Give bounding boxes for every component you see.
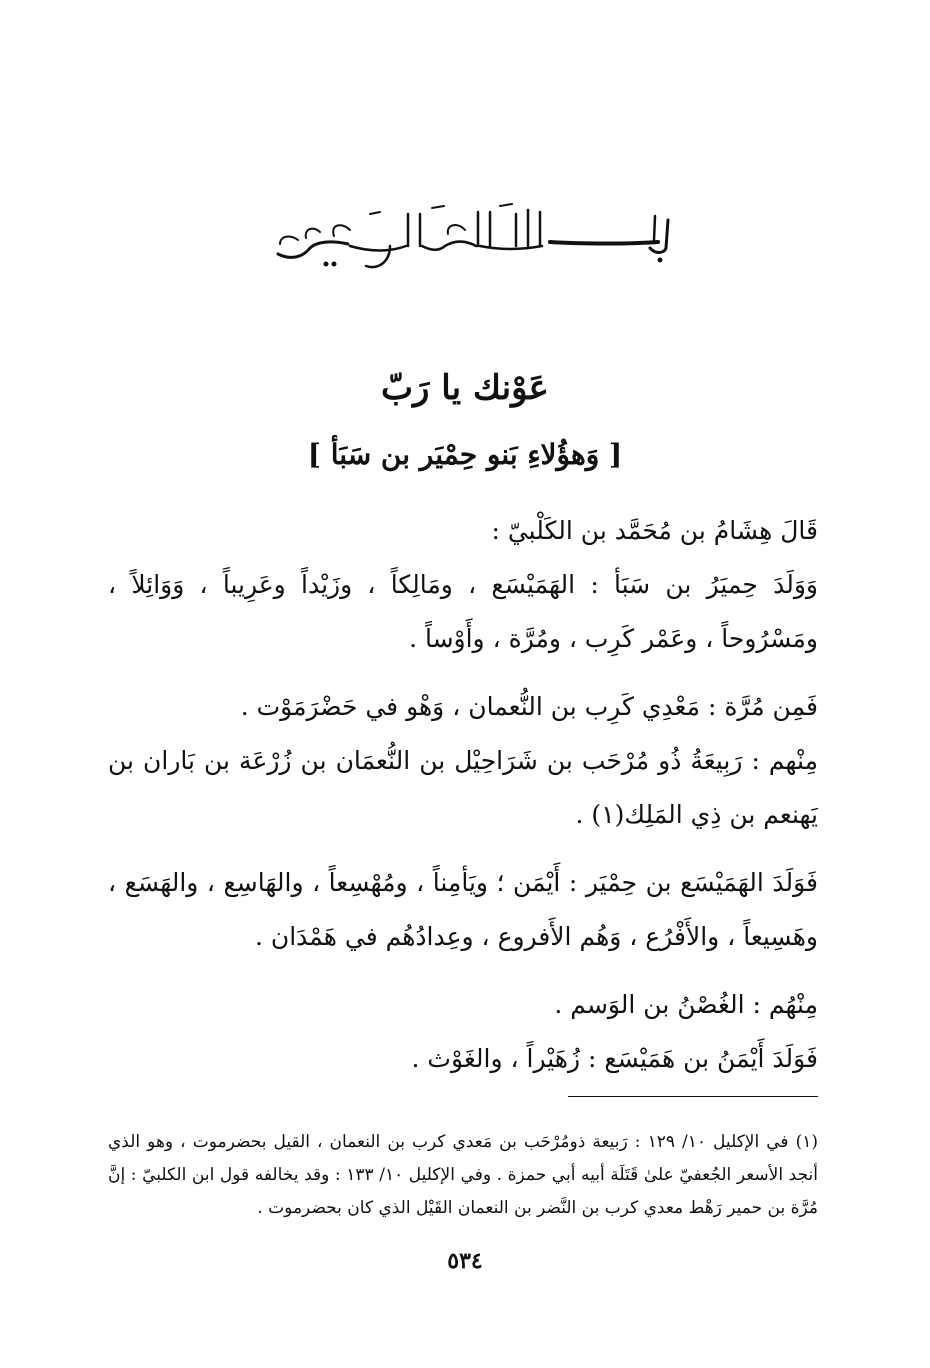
- paragraph: مِنْهُم : الغُصْنُ بن الوَسم .: [554, 990, 818, 1019]
- paragraph: فَوَلَدَ أَيْمَنُ بن هَمَيْسَع : زُهَيْراً ، والغَوْث .: [411, 1044, 818, 1073]
- page-number: ٥٣٤: [447, 1248, 483, 1274]
- paragraph: قَالَ هِشَامُ بن مُحَمَّد بن الكَلْبيّ :: [491, 516, 818, 545]
- paragraph: وَوَلَدَ حِميَرُ بن سَبَأ : الهَمَيْسَع ، ومَالِكاً ، وزَيْداً وعَرِيباً ، وَوَائِلاً ، ومَسْرُوحاً ، وعَمْر كَرِب ، ومُرَّة ، وأَوْساً .: [108, 570, 818, 653]
- paragraph: فَمِن مُرَّة : مَعْدِي كَرِب بن النُّعمان ، وَهْو في حَضْرَمَوْت .: [240, 692, 818, 721]
- footnotes: [108, 1126, 818, 1225]
- basmala-calligraphy-icon: [250, 200, 680, 280]
- paragraph: مِنْهم : رَبِيعَةُ ذُو مُرْحَب بن شَرَاحِيْل بن النُّعمَان بن زُرْعَة بن بَاران بن يَهنعم بن ذِي المَلِك(١) .: [108, 746, 818, 829]
- paragraph: فَوَلَدَ الهَمَيْسَع بن حِمْيَر : أَيْمَن ؛ ويَأمِناً ، ومُهْسِعاً ، والهَاسِع ، والهَسَع ، وهَسِيعاً ، والأَفْرُع ، وَهُم الأَفروع ، وعِدادُهُم في هَمْدَان .: [108, 868, 818, 951]
- page-subtitle: [ وَهؤُلاءِ بَنو حِمْيَر بن سَبَأ ]: [307, 438, 623, 471]
- footnote: (١) في الإكليل ١٠/ ١٢٩ : رَبيعة ذومُرْحَب بن مَعدي كرب بن النعمان ، القيل بحضرموت ، وهو الذي أنجد الأسعر الجُعفيّ علىٰ قَتَلَة أبيه أبي حمزة . وفي الإكليل ١٠/ ١٣٣ : وقد يخالفه قول ابن الكلبيّ : إنَّ مُرَّة بن حمير رَهْط معدي كرب بن النَّضر بن النعمان القَيْل الذي كان بحضرموت .: [108, 1132, 818, 1218]
- footnote-divider: [568, 1096, 818, 1097]
- main-text: [108, 504, 818, 1086]
- page-title: عَوْنك يا رَبّ: [381, 368, 549, 408]
